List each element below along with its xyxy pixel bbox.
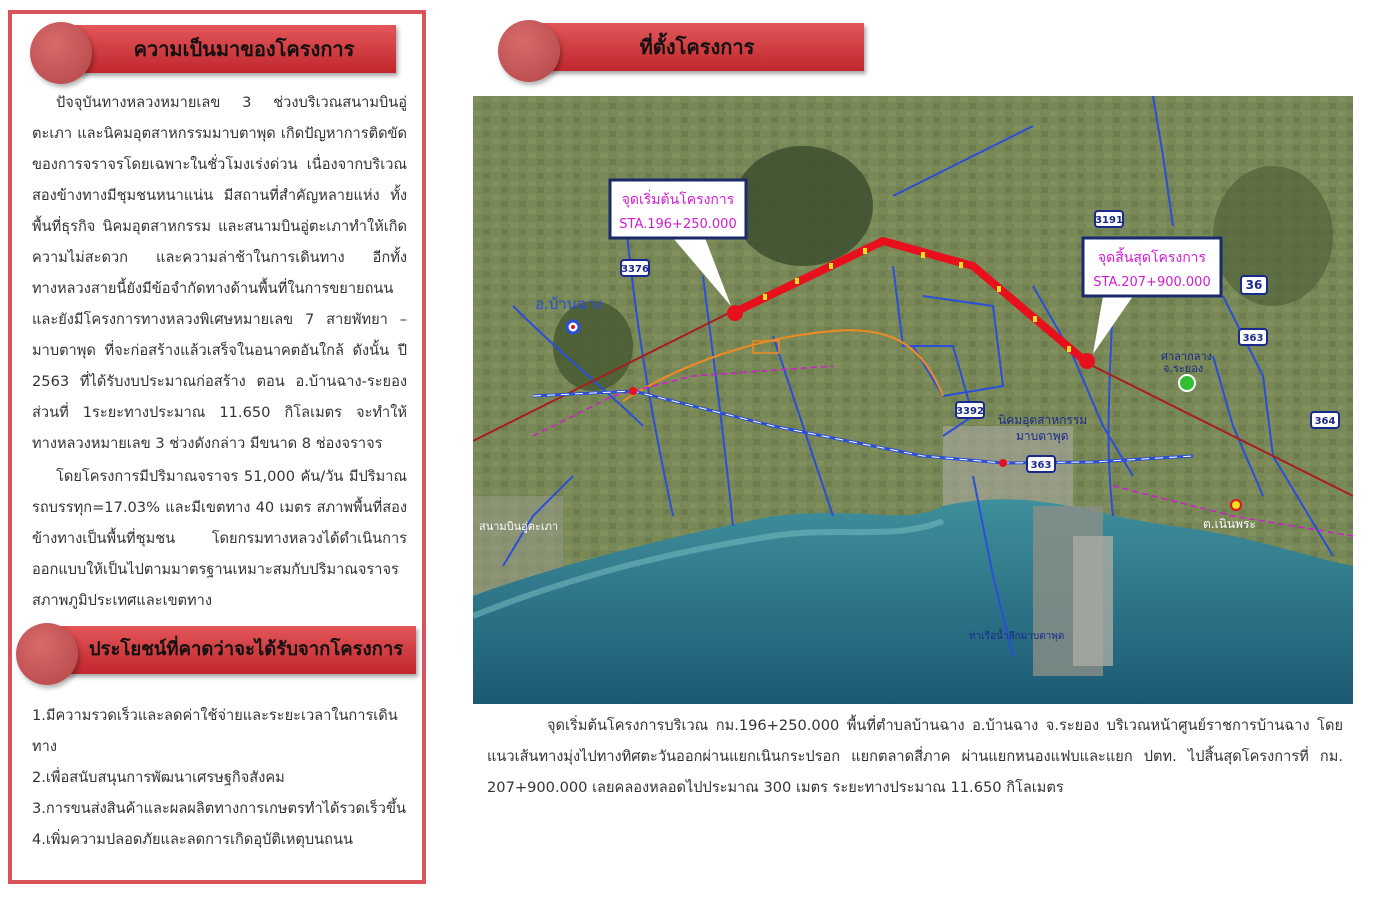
city-hall-marker: [1179, 375, 1195, 391]
place-airport: สนามบินอู่ตะเภา: [479, 520, 559, 533]
start-callout-title: จุดเริ่มต้นโครงการ: [621, 192, 735, 208]
start-callout-station: STA.196+250.000: [619, 217, 737, 232]
history-heading: ความเป็นมาของโครงการ: [133, 37, 355, 61]
place-maptaphut: มาบตาพุด: [1016, 429, 1069, 443]
map-svg: [473, 96, 1353, 704]
end-point-marker: [1079, 353, 1095, 369]
benefit-item: 2.เพื่อสนับสนุนการพัฒนาเศรษฐกิจสังคม: [32, 769, 285, 786]
shield-icon: [1027, 456, 1055, 472]
place-industrial: นิคมอุตสาหกรรม: [998, 413, 1088, 427]
benefits-banner: [16, 623, 416, 675]
place-banchang: อ.บ้านฉาง: [535, 295, 603, 313]
shield-icon: [621, 260, 649, 276]
location-banner-circle: [498, 20, 560, 82]
shield-icon: [1095, 211, 1123, 227]
shield-icon: [956, 402, 984, 418]
benefits-heading: ประโยชน์ที่คาดว่าจะได้รับจากโครงการ: [88, 639, 404, 660]
start-point-marker: [727, 305, 743, 321]
benefit-item: 3.การขนส่งสินค้าและผลผลิตทางการเกษตรทำได้รวดเร็วขึ้น: [32, 800, 406, 817]
project-location-map: [473, 96, 1353, 704]
benefits-banner-circle: [16, 623, 78, 685]
svg-text:363: 363: [1030, 460, 1052, 471]
shield-icon: [1241, 276, 1267, 294]
location-banner: [498, 20, 864, 72]
end-callout-title: จุดสิ้นสุดโครงการ: [1097, 250, 1207, 266]
shield-icon: [1311, 412, 1339, 428]
map-forest: [733, 146, 873, 266]
svg-text:36: 36: [1245, 278, 1263, 292]
end-callout-station: STA.207+900.000: [1093, 275, 1211, 290]
history-banner-circle: [30, 22, 92, 84]
place-city-hall: ศาลากลาง: [1161, 350, 1213, 363]
benefits-list: [32, 700, 412, 855]
shield-icon: [1239, 329, 1267, 345]
location-caption: จุดเริ่มต้นโครงการบริเวณ กม.196+250.000 พื้นที่ตำบลบ้านฉาง อ.บ้านฉาง จ.ระยอง บริเวณหน้าศูนย์ราชการบ้านฉาง โดยแนวเส้นทางมุ่งไปทางทิศตะวันออกผ่านแยกเนินกระปรอก แยกตลาดสี่ภาค ผ่านแยกหนองแฟบและแยก ปตท. ไปสิ้นสุดโครงการที่ กม. 207+900.000 เลยคลองหลอดไปประมาณ 300 เมตร ระยะทางประมาณ 11.650 กิโลเมตร: [487, 717, 1343, 796]
history-paragraph-2: โดยโครงการมีปริมาณจราจร 51,000 คัน/วัน มีปริมาณรถบรรทุก=17.03% และมีเขตทาง 40 เมตร สภาพพื้นที่สองข้างทางเป็นพื้นที่ชุมชน โดยกรมทางหลวงได้ดำเนินการออกแบบให้เป็นไปตามมาตรฐานเหมาะสมกับปริมาณจราจรสภาพภูมิประเทศและเขตทาง: [32, 468, 407, 609]
benefit-item: 4.เพิ่มความปลอดภัยและลดการเกิดอุบัติเหตุบนถนน: [32, 831, 353, 848]
svg-text:3392: 3392: [956, 406, 984, 417]
history-banner: [30, 22, 396, 74]
svg-text:3376: 3376: [621, 264, 649, 275]
place-rayong: จ.ระยอง: [1163, 362, 1204, 375]
place-noenphra: ต.เนินพระ: [1203, 517, 1256, 531]
svg-text:3191: 3191: [1095, 215, 1123, 226]
history-paragraph-1: ปัจจุบันทางหลวงหมายเลข 3 ช่วงบริเวณสนามบินอู่ตะเภา และนิคมอุตสาหกรรมมาบตาพุด เกิดปัญหาการติดขัดของการจราจรโดยเฉพาะในชั่วโมงเร่งด่วน เนื่องจากบริเวณสองข้างทางมีชุมชนหนาแน่น มีสถานที่สำคัญหลายแห่ง ทั้งพื้นที่ธุรกิจ นิคมอุตสาหกรรม และสนามบินอู่ตะเภาทำให้เกิดความไม่สะดวก และความล่าช้าในการเดินทาง อีกทั้งทางหลวงสายนี้ยังมีข้อจำกัดทางด้านพื้นที่ในการขยายถนน และยังมีโครงการทางหลวงพิเศษหมายเลข 7 สายพัทยา – มาบตาพุด ที่จะก่อสร้างแล้วเสร็จในอนาคตอันใกล้ ดังนั้น ปี 2563 ที่ได้รับงบประมาณก่อสร้าง ตอน อ.บ้านฉาง-ระยอง ส่วนที่ 1ระยะทางประมาณ 11.650 กิโลเมตร จะทำให้ทางหลวงหมายเลข 3 ช่วงดังกล่าว มีขนาด 8 ช่องจราจร: [32, 94, 407, 452]
place-port: ท่าเรือน้ำลึกมาบตาพุด: [969, 631, 1065, 642]
location-heading: ที่ตั้งโครงการ: [639, 35, 755, 59]
benefit-item: 1.มีความรวดเร็วและลดค่าใช้จ่ายและระยะเวลาในการเดินทาง: [32, 707, 398, 755]
noenphra-marker: [1231, 500, 1241, 510]
svg-text:364: 364: [1314, 416, 1336, 427]
svg-text:363: 363: [1242, 333, 1264, 344]
